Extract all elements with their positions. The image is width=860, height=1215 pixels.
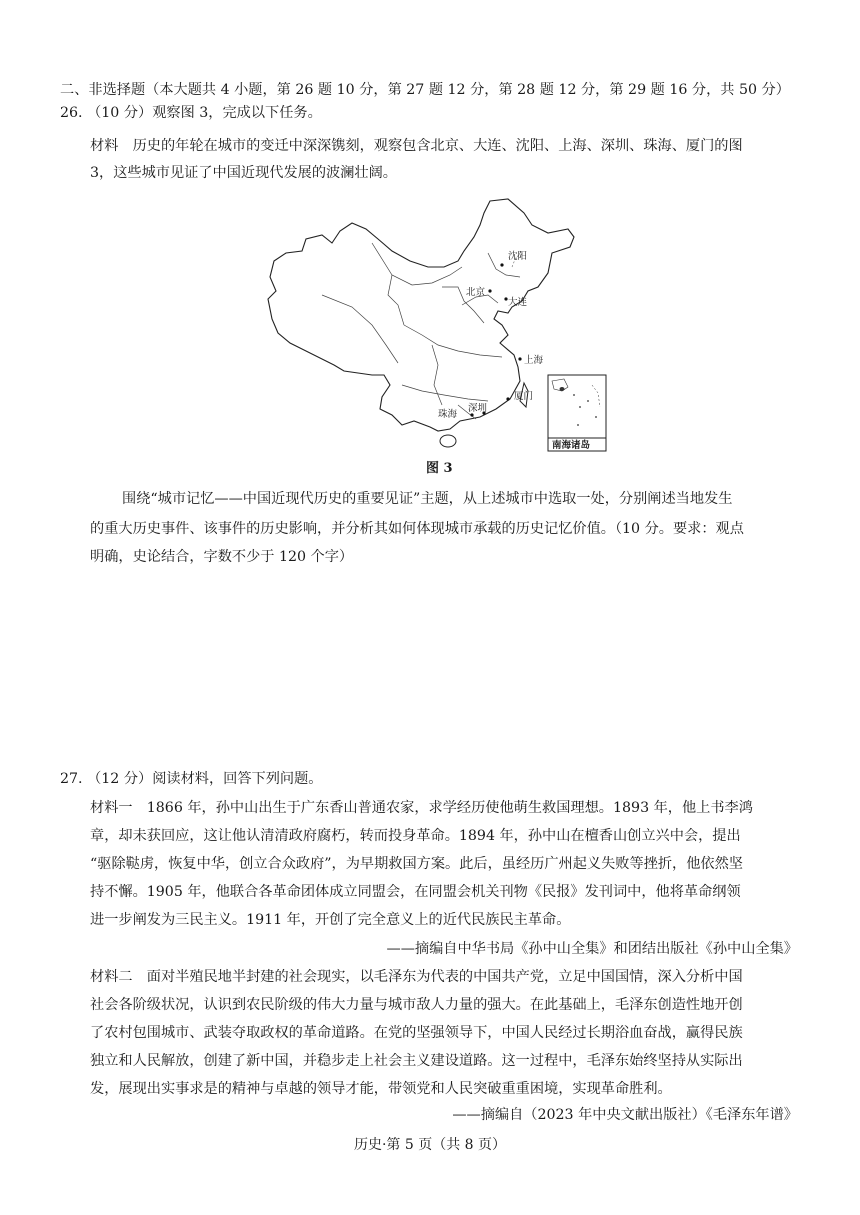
q27-m1-line-1: 材料一 1866 年，孙中山出生于广东香山普通农家，求学经历使他萌生救国理想。1893 年，他上书李鸿 [90, 800, 753, 816]
figure-caption: 图 3 [426, 461, 453, 476]
q26-material-line-2: 3，这些城市见证了中国近现代发展的波澜壮阔。 [90, 165, 397, 181]
city-label-xiamen: 厦门 [514, 391, 534, 402]
city-label-shenzhen: 深圳 [468, 403, 488, 414]
city-label-beijing: 北京 [466, 287, 486, 298]
q26-task-line-1: 围绕“城市记忆——中国近现代历史的重要见证”主题，从上述城市中选取一处，分别阐述当地发生 [122, 491, 733, 507]
q27-m1-line-4: 持不懈。1905 年，他联合各革命团体成立同盟会，在同盟会机关刊物《民报》发刊词中，他将革命纲领 [90, 884, 741, 900]
q27-m2-line-5: 发，展现出实事求是的精神与卓越的领导才能，带领党和人民突破重重困境，实现革命胜利。 [90, 1081, 672, 1097]
q27-m1-line-5: 进一步阐发为三民主义。1911 年，开创了完全意义上的近代民族民主革命。 [90, 912, 571, 928]
city-label-dalian: 大连 [508, 297, 528, 308]
q27-m2-line-2: 社会各阶级状况，认识到农民阶级的伟大力量与城市敌人力量的强大。在此基础上，毛泽东创造性地开创 [90, 997, 743, 1013]
q27-m2-line-1: 材料二 面对半殖民地半封建的社会现实，以毛泽东为代表的中国共产党，立足中国国情，深入分析中国 [90, 969, 743, 985]
q27-m1-source: ——摘编自中华书局《孙中山全集》和团结出版社《孙中山全集》 [386, 941, 798, 957]
q27-title: 27. （12 分）阅读材料，回答下列问题。 [60, 771, 323, 787]
inset-label: 南海诸岛 [552, 440, 591, 451]
q26-task-line-2: 的重大历史事件、该事件的历史影响，并分析其如何体现城市承载的历史记忆价值。（10 分。要求：观点 [90, 521, 744, 537]
q26-task-line-3: 明确，史论结合，字数不少于 120 个字） [90, 549, 354, 565]
q27-m2-source: ——摘编自（2023 年中央文献出版社）《毛泽东年谱》 [452, 1107, 798, 1123]
china-map [262, 195, 612, 460]
q27-m2-line-3: 了农村包围城市、武装夺取政权的革命道路。在党的坚强领导下，中国人民经过长期浴血奋战，赢得民族 [90, 1025, 743, 1041]
q27-m2-line-4: 独立和人民解放，创建了新中国，并稳步走上社会主义建设道路。这一过程中，毛泽东始终坚持从实际出 [90, 1053, 743, 1069]
city-label-zhuhai: 珠海 [438, 409, 458, 420]
section-heading: 二、非选择题（本大题共 4 小题，第 26 题 10 分，第 27 题 12 分，第 28 题 12 分，第 29 题 16 分，共 50 分） [60, 82, 790, 98]
hainan-island [440, 435, 456, 447]
city-label-shanghai: 上海 [524, 355, 544, 366]
city-label-shenyang: 沈阳 [508, 251, 528, 262]
q26-title: 26. （10 分）观察图 3，完成以下任务。 [60, 105, 322, 121]
q27-m1-line-3: “驱除鞑虏，恢复中华，创立合众政府”，为早期救国方案。此后，虽经历广州起义失败等挫折，他依然坚 [90, 856, 743, 872]
page-footer: 历史·第 5 页（共 8 页） [353, 1137, 507, 1153]
south-china-sea-inset [548, 375, 606, 451]
q27-m1-line-2: 章，却未获回应，这让他认清清政府腐朽，转而投身革命。1894 年，孙中山在檀香山创立兴中会，提出 [90, 828, 741, 844]
q26-material-line-1: 材料 历史的年轮在城市的变迁中深深镌刻，观察包含北京、大连、沈阳、上海、深圳、珠海、厦门的图 [90, 138, 743, 154]
